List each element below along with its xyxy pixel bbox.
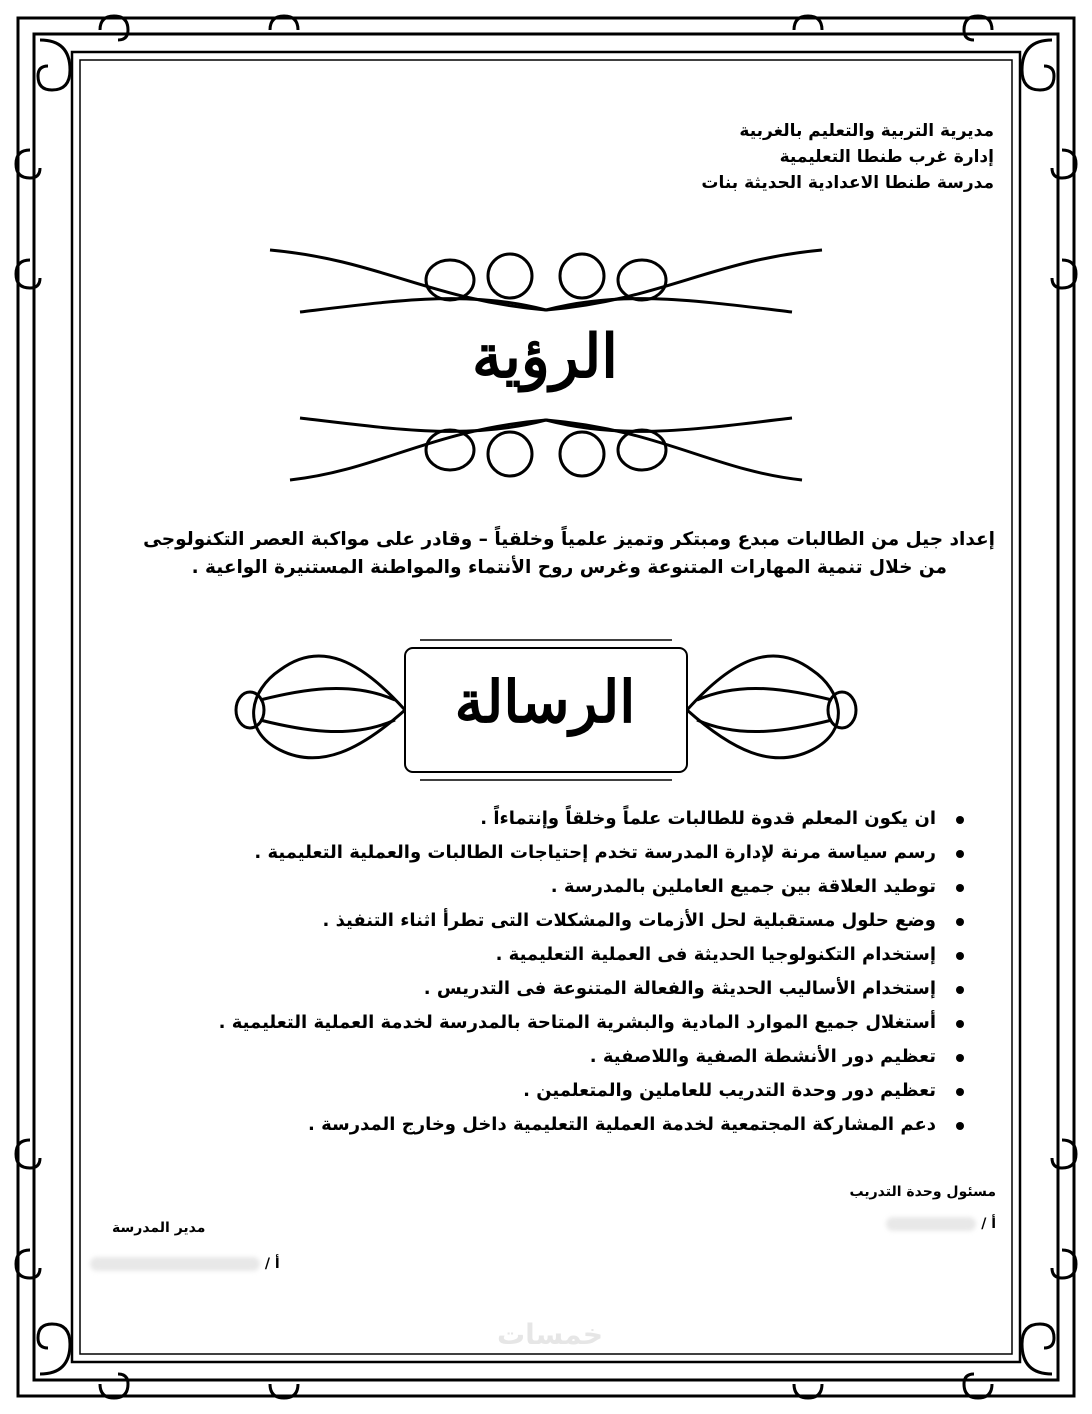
training-prefix: أ /: [981, 1216, 996, 1232]
vision-line-1: إعداد جيل من الطالبات مبدع ومبتكر وتميز علمياً وخلقياً – وقادر على مواكبة العصر التكنولوجى: [143, 529, 995, 550]
list-item: إستخدام الأساليب الحديثة والفعالة المتنوعة فى التدريس .: [164, 972, 964, 1006]
list-item: تعظيم دور الأنشطة الصفية واللاصفية .: [164, 1040, 964, 1074]
header-administration: إدارة غرب طنطا التعليمية: [779, 147, 994, 167]
vision-title: الرؤية: [472, 322, 618, 392]
school-header: [574, 118, 994, 196]
training-unit-title: مسئول وحدة التدريب: [849, 1184, 996, 1200]
mission-list: [164, 802, 964, 1142]
redacted-name: [90, 1257, 260, 1271]
mission-title: الرسالة: [454, 668, 636, 736]
vision-statement: [95, 526, 995, 582]
training-unit-signature: [886, 1216, 996, 1232]
list-item: وضع حلول مستقبلية لحل الأزمات والمشكلات التى تطرأ اثناء التنفيذ .: [164, 904, 964, 938]
list-item: دعم المشاركة المجتمعية لخدمة العملية التعليمية داخل وخارج المدرسة .: [164, 1108, 964, 1142]
list-item: ان يكون المعلم قدوة للطالبات علماً وخلقاً وإنتماءاً .: [164, 802, 964, 836]
list-item: تعظيم دور وحدة التدريب للعاملين والمتعلمين .: [164, 1074, 964, 1108]
header-school-name: مدرسة طنطا الاعدادية الحديثة بنات: [701, 173, 994, 193]
header-directorate: مديرية التربية والتعليم بالغربية: [739, 121, 994, 141]
list-item: أستغلال جميع الموارد المادية والبشرية المتاحة بالمدرسة لخدمة العملية التعليمية .: [164, 1006, 964, 1040]
list-item: توطيد العلاقة بين جميع العاملين بالمدرسة .: [164, 870, 964, 904]
list-item: إستخدام التكنولوجيا الحديثة فى العملية التعليمية .: [164, 938, 964, 972]
principal-prefix: أ /: [264, 1256, 280, 1272]
principal-title: مدير المدرسة: [112, 1220, 206, 1236]
watermark: خمسات: [496, 1318, 604, 1351]
redacted-name: [886, 1217, 976, 1231]
list-item: رسم سياسة مرنة لإدارة المدرسة تخدم إحتياجات الطالبات والعملية التعليمية .: [164, 836, 964, 870]
principal-signature: [90, 1256, 280, 1272]
vision-line-2: من خلال تنمية المهارات المتنوعة وغرس روح الأنتماء والمواطنة المستنيرة الواعية .: [191, 557, 947, 578]
